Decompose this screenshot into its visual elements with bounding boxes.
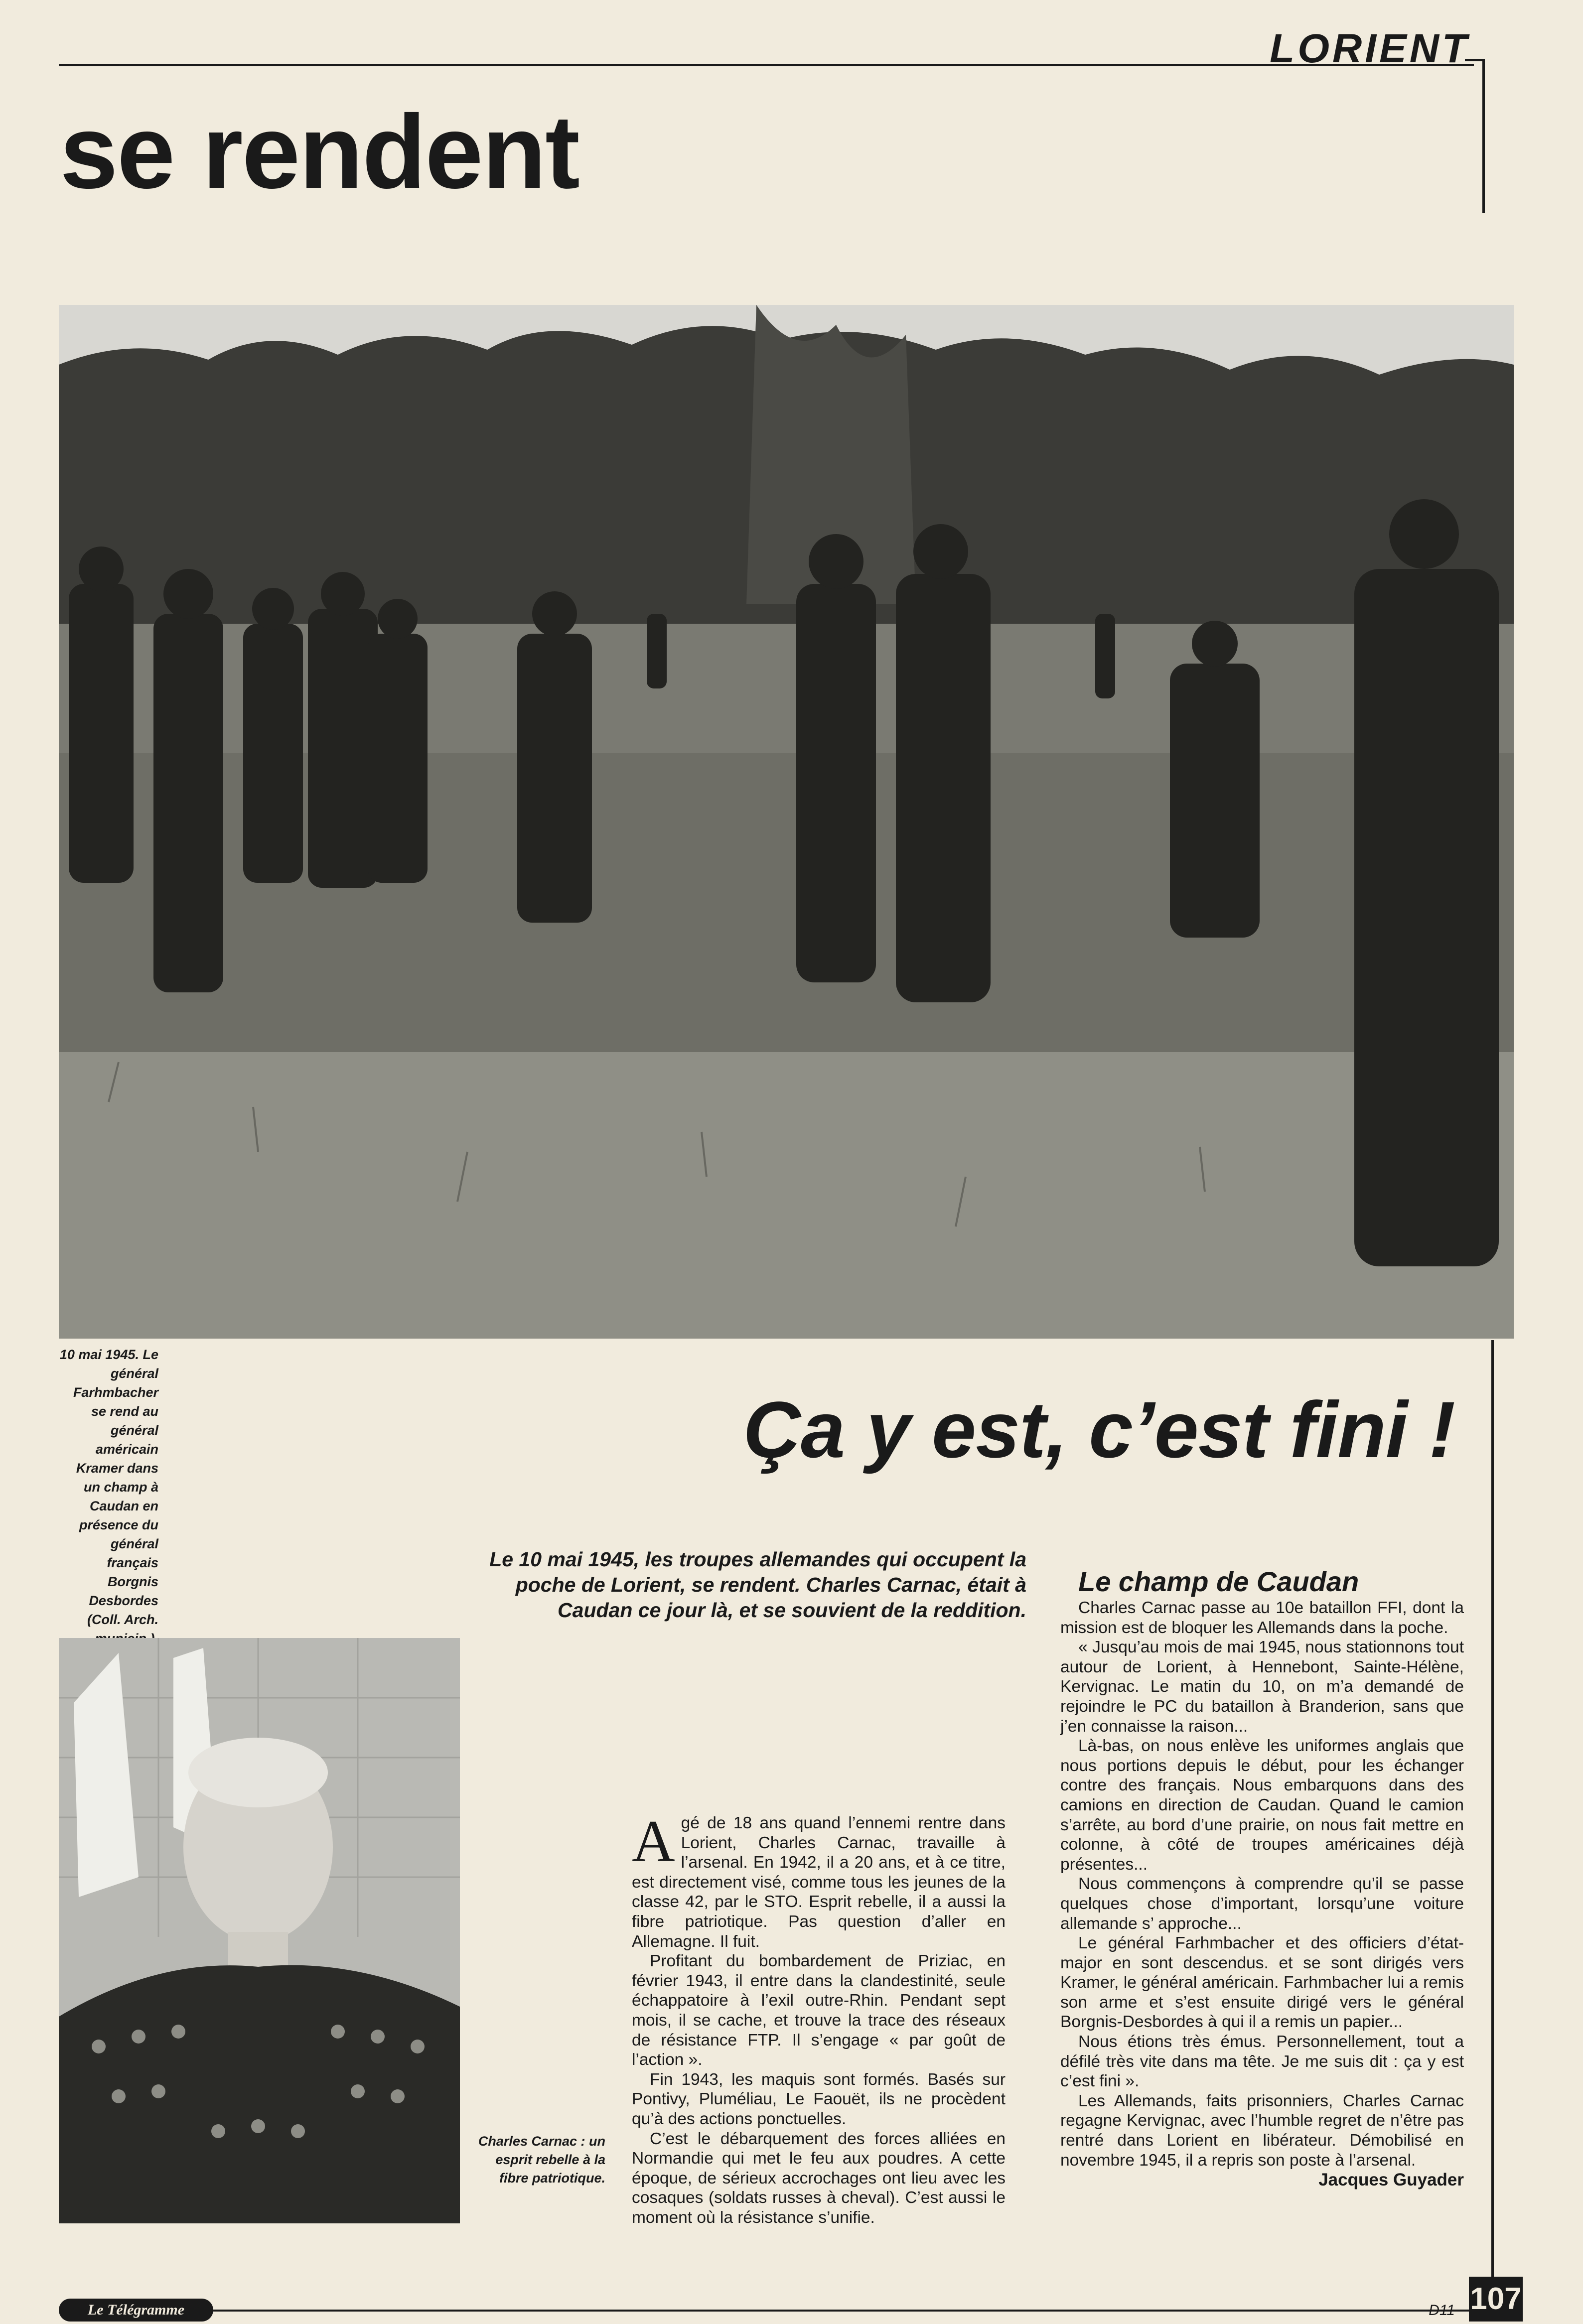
portrait-photo — [59, 1638, 460, 2223]
right-rule-lower — [1491, 1340, 1494, 2292]
page-number: 107 — [1469, 2277, 1523, 2322]
article-column-left — [632, 1808, 1006, 2227]
surrender-photo — [59, 305, 1514, 1339]
paragraph: Nous commençons à comprendre qu’il se passe quelques chose d’important, lorsqu’une voiture allemande s’ approche... — [1060, 1875, 1464, 1933]
article-lead: Le 10 mai 1945, les troupes allemandes qui occupent la poche de Lorient, se rendent. Charles Carnac, était à Caudan ce jour là, et se souvient de la reddition. — [489, 1548, 1026, 1622]
paragraph: Les Allemands, faits prisonniers, Charles Carnac regagne Kervignac, avec l’humble regret de n’être pas rentré dans Lorient en libérateur. Démobilisé en novembre 1945, il a repris son poste à l’arsenal. — [1060, 2091, 1464, 2170]
page-headline: se rendent — [60, 93, 579, 210]
bottom-rule — [59, 2310, 1469, 2312]
paragraph: Le général Farhmbacher et des officiers d’état-major en sont descendus. et se sont dirigés vers Kramer, le général américain. Farhmbacher lui a remis son arme et s’est ensuite dirigé vers le général Borgnis-Desbordes à qui il a remis un papier... — [1060, 1934, 1464, 2032]
paragraph: Fin 1943, les maquis sont formés. Basés sur Pontivy, Pluméliau, Le Faouët, ils ne procèdent qu’à des actions ponctuelles. — [632, 2070, 1006, 2128]
paragraph: Nous étions très émus. Personnellement, tout a défilé très vite dans ma tête. Je me suis dit : ça y est c’est fini ». — [1060, 2033, 1464, 2091]
paragraph: Agé de 18 ans quand l’ennemi rentre dans Lorient, Charles Carnac, travaille à l’arsenal. En 1942, il a 20 ans, et à ce titre, est directement visé, comme tous les jeunes de la classe 42, par le STO. Esprit rebelle, il a aussi la fibre patriotique. Pas question d’aller en Allemagne. Il fuit. — [632, 1808, 1006, 1951]
paragraph: Charles Carnac passe au 10e bataillon FFI, dont la mission est de bloquer les Allemands dans la poche. — [1060, 1599, 1464, 1637]
newspaper-logo: Le Télégramme — [59, 2299, 213, 2322]
paragraph: Profitant du bombardement de Priziac, en février 1943, il entre dans la clandestinité, seule échappatoire à l’exil outre-Rhin. Pendant sept mois, il se cache, et trouve la trace des réseaux de résistance FTP. Il s’engage « par goût de l’action ». — [632, 1952, 1006, 2069]
paragraph: C’est le débarquement des forces alliées en Normandie qui met le feu aux poudres. A cette époque, de sérieux accrochages ont lieu avec les cosaques (soldats russes à cheval). C’est aussi le moment où la résistance s’unifie. — [632, 2129, 1006, 2227]
paragraph: « Jusqu’au mois de mai 1945, nous stationnons tout autour de Lorient, à Hennebont, Sainte-Hélène, Kervignac. Le matin du 10, on m’a demandé de rejoindre le PC du bataillon à Branderion, sans que j’en connaisse la raison... — [1060, 1638, 1464, 1736]
article-title: Ça y est, c’est fini ! — [743, 1385, 1455, 1474]
subhead: Le champ de Caudan — [1078, 1566, 1359, 1597]
byline: Jacques Guyader — [1318, 2170, 1464, 2190]
section-label: LORIENT — [1270, 26, 1470, 71]
footer-code: D11 — [1429, 2302, 1455, 2319]
portrait-caption: Charles Carnac : un esprit rebelle à la fibre patriotique. — [478, 2134, 605, 2186]
right-rule-upper — [1482, 59, 1485, 213]
dropcap: A — [632, 1808, 675, 1874]
paragraph: Là-bas, on nous enlève les uniformes anglais que nous portions depuis le début, pour les échanger contre des français. Nous embarquons dans des camions en direction de Caudan. Quand le camion s’arrête, au bord d’une prairie, on nous fait mettre en colonne, à côté de troupes américaines déjà présentes... — [1060, 1737, 1464, 1874]
article-column-right — [1060, 1565, 1464, 2233]
photo-caption: 10 mai 1945. Le général Farhmbacher se rend au général américain Kramer dans un champ à Caudan en présence du général français Borgnis Desbordes (Coll. Arch. — [59, 1347, 158, 1627]
